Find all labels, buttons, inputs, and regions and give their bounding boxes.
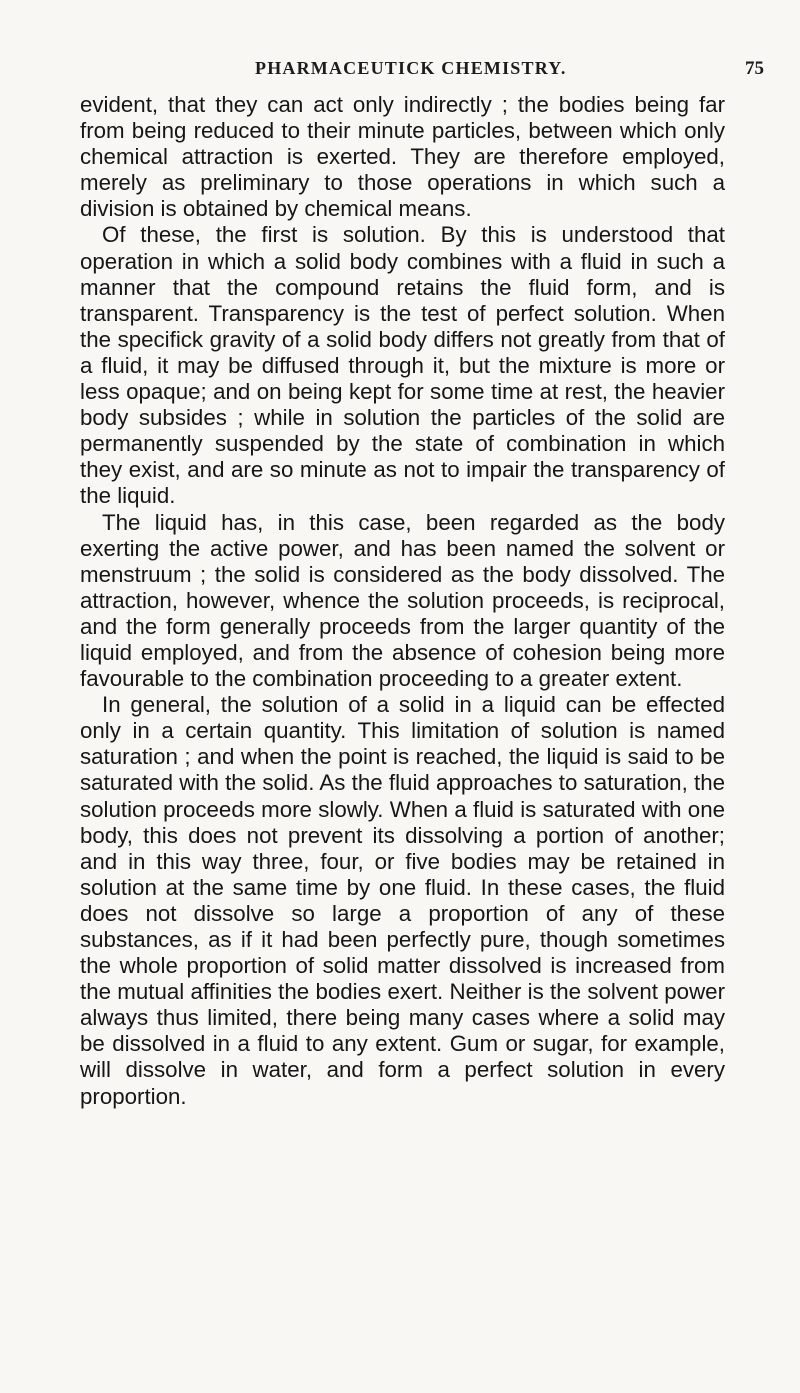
paragraph-continuation: evident, that they can act only indirectly ; the bodies being far from being reduced to their minute particles, between which only chemical attraction is exerted. They are therefore employed, merely as preliminary to those operations in which such a division is obtained by chemical means. bbox=[80, 92, 725, 222]
running-head-title: PHARMACEUTICK CHEMISTRY. bbox=[255, 58, 567, 78]
running-head bbox=[0, 58, 800, 88]
body-text bbox=[80, 92, 725, 1110]
paragraph-solvent-menstruum: The liquid has, in this case, been regarded as the body exerting the active power, and has been named the solvent or menstruum ; the solid is considered as the body dissolved. The attraction, however, whence the solution proceeds, is reciprocal, and the form generally proceeds from the larger quantity of the liquid employed, and from the absence of cohesion being more favourable to the combination proceeding to a greater extent. bbox=[80, 509, 725, 692]
paragraph-solution-definition: Of these, the first is solution. By this is understood that operation in which a solid body combines with a fluid in such a manner that the compound retains the fluid form, and is transparent. Transparency is the test of perfect solution. When the specifick gravity of a solid body differs not greatly from that of a fluid, it may be diffused through it, but the mixture is more or less opaque; and on being kept for some time at rest, the heavier body subsides ; while in solution the particles of the solid are permanently suspended by the state of combination in which they exist, and are so minute as not to impair the transparency of the liquid. bbox=[80, 222, 725, 509]
paragraph-saturation: In general, the solution of a solid in a liquid can be effected only in a certain quantity. This limitation of solution is named saturation ; and when the point is reached, the liquid is said to be saturated with the solid. As the fluid approaches to saturation, the solution proceeds more slowly. When a fluid is saturated with one body, this does not prevent its dissolving a portion of another; and in this way three, four, or five bodies may be retained in solution at the same time by one fluid. In these cases, the fluid does not dissolve so large a proportion of any of these substances, as if it had been perfectly pure, though sometimes the whole proportion of solid matter dissolved is increased from the mutual affinities the bodies exert. Neither is the solvent power always thus limited, there being many cases where a solid may be dissolved in a fluid to any extent. Gum or sugar, for example, will dissolve in water, and form a perfect solution in every proportion. bbox=[80, 692, 725, 1109]
page-number: 75 bbox=[745, 58, 764, 79]
